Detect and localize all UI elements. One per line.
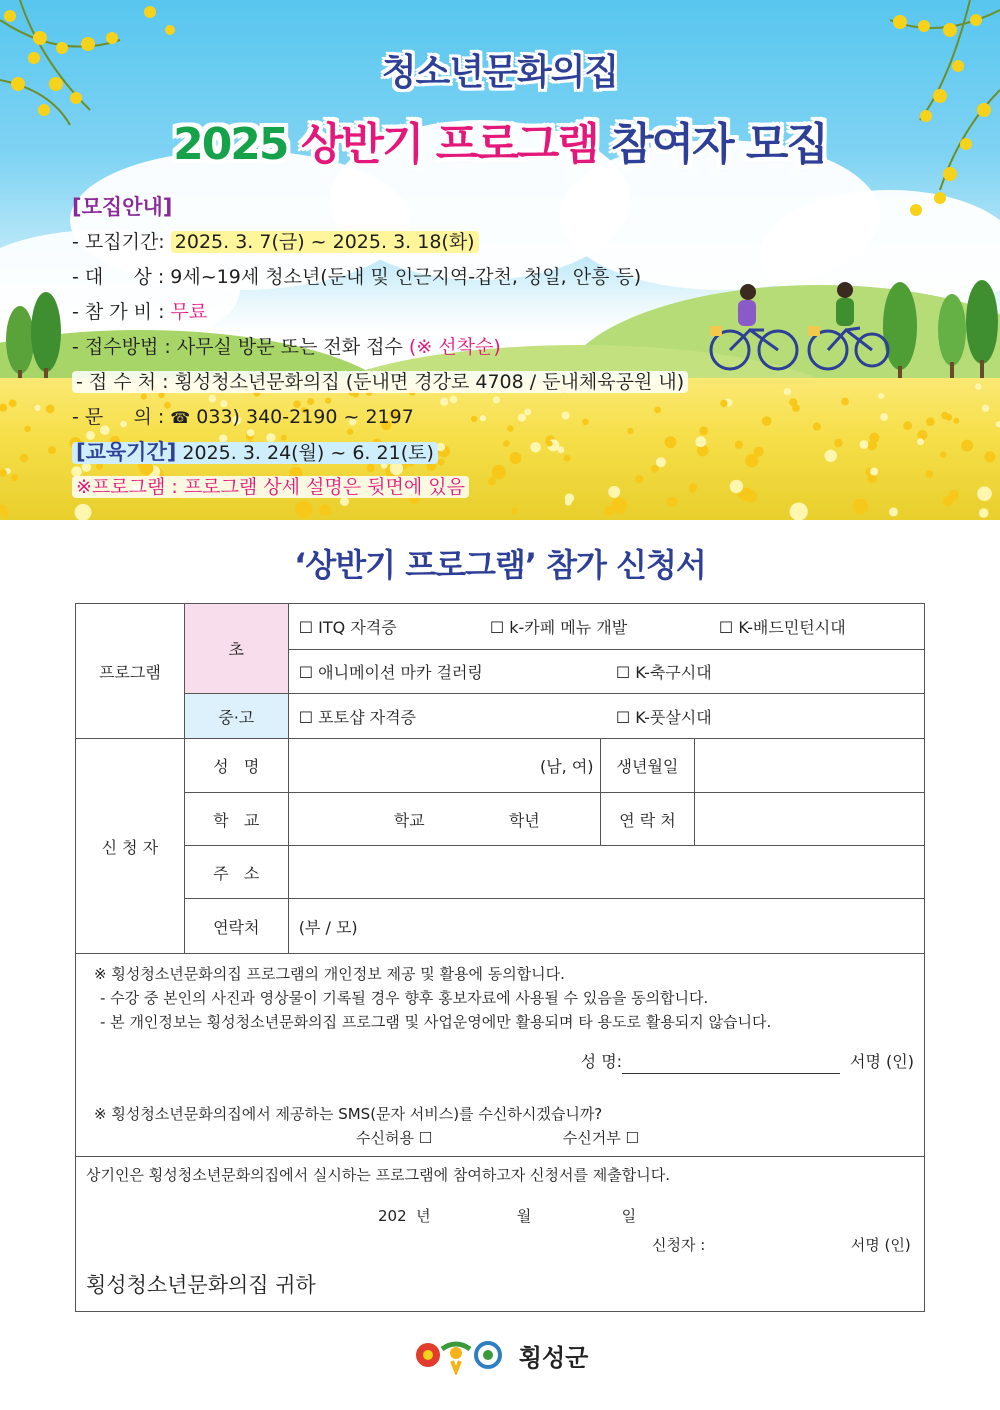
field-flower [870, 468, 878, 476]
field-flower [889, 507, 898, 516]
title-program: 상반기 프로그램 [300, 119, 598, 170]
title-recruit: 참여자 모집 [611, 119, 827, 170]
field-flower [926, 470, 934, 478]
elementary-label: 초 [184, 604, 288, 694]
field-flower [11, 474, 18, 481]
field-flower [953, 418, 959, 424]
program-label: 프로그램 [76, 604, 185, 739]
title-year: 2025 [173, 119, 288, 170]
field-flower [790, 503, 808, 521]
field-flower [9, 400, 17, 408]
contact-label: 연락처 [184, 899, 288, 954]
sms-allow-checkbox[interactable]: 수신허용 ☐ [356, 1129, 433, 1147]
sms-question: ※ 횡성청소년문화의집에서 제공하는 SMS(문자 서비스)를 수신하시겠습니까? [94, 1105, 603, 1123]
field-flower [48, 446, 56, 454]
date-year[interactable]: 202 년 [378, 1207, 431, 1225]
middle-high-label: 중·고 [184, 694, 288, 739]
phone-icon: ☎ [170, 408, 191, 427]
sms-deny-checkbox[interactable]: 수신거부 ☐ [562, 1129, 639, 1147]
applicant-sign-label: 신청자 : [652, 1236, 706, 1254]
field-flower [511, 508, 517, 514]
consent-signature [94, 1050, 914, 1074]
contact-label: - 문 의 : [72, 406, 165, 428]
field-flower [834, 439, 843, 448]
program-note: ※프로그램 : 프로그램 상세 설명은 뒷면에 있음 [72, 476, 469, 498]
info-row-method [72, 330, 792, 365]
fee-label: - 참 가 비 : [72, 301, 165, 323]
checkbox-photoshop[interactable]: ☐ 포토샵 자격증 [298, 707, 416, 727]
poster-banner [0, 0, 1000, 520]
period-label: - 모집기간: [72, 231, 165, 253]
name-label: 성 명 [184, 739, 288, 793]
contact-value: 033) 340-2190 ~ 2197 [196, 406, 414, 428]
hoengseong-county-emblem-icon [412, 1335, 508, 1375]
declaration-section [76, 1157, 925, 1312]
school-field[interactable] [288, 793, 600, 846]
field-flower [319, 504, 331, 516]
field-flower [941, 412, 948, 419]
field-flower [979, 508, 989, 518]
name-field[interactable] [288, 739, 600, 793]
consent-line-2: - 수강 중 본인의 사진과 영상물이 기록될 경우 향후 홍보자료에 사용될 수 있음을 동의합니다. [100, 989, 709, 1007]
field-flower [880, 413, 888, 421]
field-flower [813, 423, 821, 431]
target-label: - 대 상 : [72, 266, 165, 288]
field-flower [869, 433, 879, 443]
field-flower [24, 426, 30, 432]
sign-line[interactable] [622, 1056, 840, 1074]
field-flower [20, 454, 29, 463]
info-row-period [72, 225, 792, 260]
consent-section [76, 954, 925, 1157]
field-flower [75, 504, 92, 520]
place-label: - 접 수 처 : [76, 371, 169, 393]
declaration-text: 상기인은 횡성청소년문화의집에서 실시하는 프로그램에 참여하고자 신청서를 제출합니다. [86, 1166, 671, 1184]
target-value: 9세~19세 청소년(둔내 및 인근지역-갑천, 청일, 안흥 등) [170, 266, 642, 288]
field-flower [917, 438, 924, 445]
field-flower [977, 486, 992, 501]
field-flower [926, 417, 935, 426]
checkbox-itq[interactable]: ☐ ITQ 자격증 [298, 618, 397, 637]
field-flower [982, 405, 989, 412]
method-note: (※ 선착순) [408, 336, 501, 358]
info-row-edu [72, 435, 792, 470]
field-flower [853, 499, 868, 514]
logo-text: 횡성군 [518, 1343, 589, 1372]
applicant-label: 신 청 자 [76, 739, 185, 954]
checkbox-soccer[interactable]: ☐ K-축구시대 [615, 663, 712, 682]
middle-high-options-row [288, 694, 924, 739]
field-flower [903, 421, 912, 430]
date-day[interactable]: 일 [621, 1207, 637, 1225]
field-flower [2, 510, 9, 517]
grade-unit: 학년 [508, 810, 540, 830]
application-form [75, 603, 925, 1312]
date-line [86, 1205, 914, 1226]
field-flower [984, 451, 995, 462]
field-flower [878, 393, 884, 399]
poster-title [0, 108, 1000, 172]
field-flower [792, 404, 800, 412]
place-value: 횡성청소년문화의집 (둔내면 경강로 4708 / 둔내체육공원 내) [174, 371, 685, 393]
school-unit: 학교 [393, 810, 425, 830]
field-flower [949, 490, 960, 501]
fee-value: 무료 [170, 301, 208, 323]
field-flower [917, 430, 927, 440]
school-label: 학 교 [184, 793, 288, 846]
field-flower [961, 440, 973, 452]
field-flower [860, 440, 869, 449]
consent-line-3: - 본 개인정보는 횡성청소년문화의집 프로그램 및 사업운영에만 활용되며 타 용도로 활용되지 않습니다. [100, 1013, 772, 1031]
period-value: 2025. 3. 7(금) ~ 2025. 3. 18(화) [171, 231, 479, 253]
sign-suffix: 서명 (인) [850, 1052, 914, 1071]
birth-label: 생년월일 [600, 739, 695, 793]
elementary-options-row-1 [288, 604, 924, 650]
edu-value: 2025. 3. 24(월) ~ 6. 21(토) [182, 442, 434, 464]
checkbox-cafe-menu[interactable]: ☐ k-카페 메뉴 개발 [489, 618, 628, 637]
parent-note: (부 / 모) [298, 917, 358, 937]
phone-label: 연 락 처 [600, 793, 695, 846]
footer-logo [0, 1335, 1000, 1375]
applicant-sign-suffix: 서명 (인) [850, 1236, 911, 1254]
form-title: ‘상반기 프로그램’ 참가 신청서 [294, 546, 706, 584]
checkbox-animation-marker[interactable]: ☐ 애니메이션 마카 걸러링 [298, 663, 483, 682]
field-flower [604, 506, 614, 516]
gender-choice: (남, 여) [539, 757, 594, 776]
applicant-sign-line [86, 1234, 914, 1255]
parent-contact-field[interactable] [288, 899, 924, 954]
address-label: 주 소 [184, 846, 288, 899]
field-flower [46, 405, 55, 414]
date-month[interactable]: 월 [516, 1207, 532, 1225]
address-field[interactable] [288, 846, 924, 899]
elementary-options-row-2 [288, 650, 924, 694]
field-flower [867, 474, 877, 484]
phone-field[interactable] [695, 793, 925, 846]
method-value: 사무실 방문 또는 전화 접수 [176, 336, 403, 358]
info-row-place [72, 365, 792, 400]
field-flower [940, 451, 947, 458]
checkbox-badminton[interactable]: ☐ K-배드민턴시대 [718, 618, 846, 637]
recruit-info [72, 190, 792, 505]
field-flower [996, 421, 1000, 427]
addressee: 횡성청소년문화의집 귀하 [86, 1273, 316, 1297]
info-row-note [72, 470, 792, 505]
field-flower [975, 383, 982, 390]
field-flower [0, 404, 7, 412]
section-recruit-heading: [모집안내] [72, 195, 173, 219]
field-flower [825, 450, 837, 462]
field-flower [34, 405, 40, 411]
poster-subtitle: 청소년문화의집 [381, 52, 619, 93]
info-row-contact [72, 400, 792, 435]
method-label: - 접수방법 : [72, 336, 171, 358]
field-flower [841, 398, 849, 406]
info-row-fee [72, 295, 792, 330]
checkbox-futsal[interactable]: ☐ K-풋살시대 [615, 707, 712, 727]
sign-name-label: 성 명: [580, 1052, 623, 1071]
birth-field[interactable] [695, 739, 925, 793]
info-row-target [72, 260, 792, 295]
consent-line-1: ※ 횡성청소년문화의집 프로그램의 개인정보 제공 및 활용에 동의합니다. [94, 965, 565, 983]
section-edu-heading: [교육기간] [76, 440, 177, 464]
sms-options [94, 1126, 914, 1150]
